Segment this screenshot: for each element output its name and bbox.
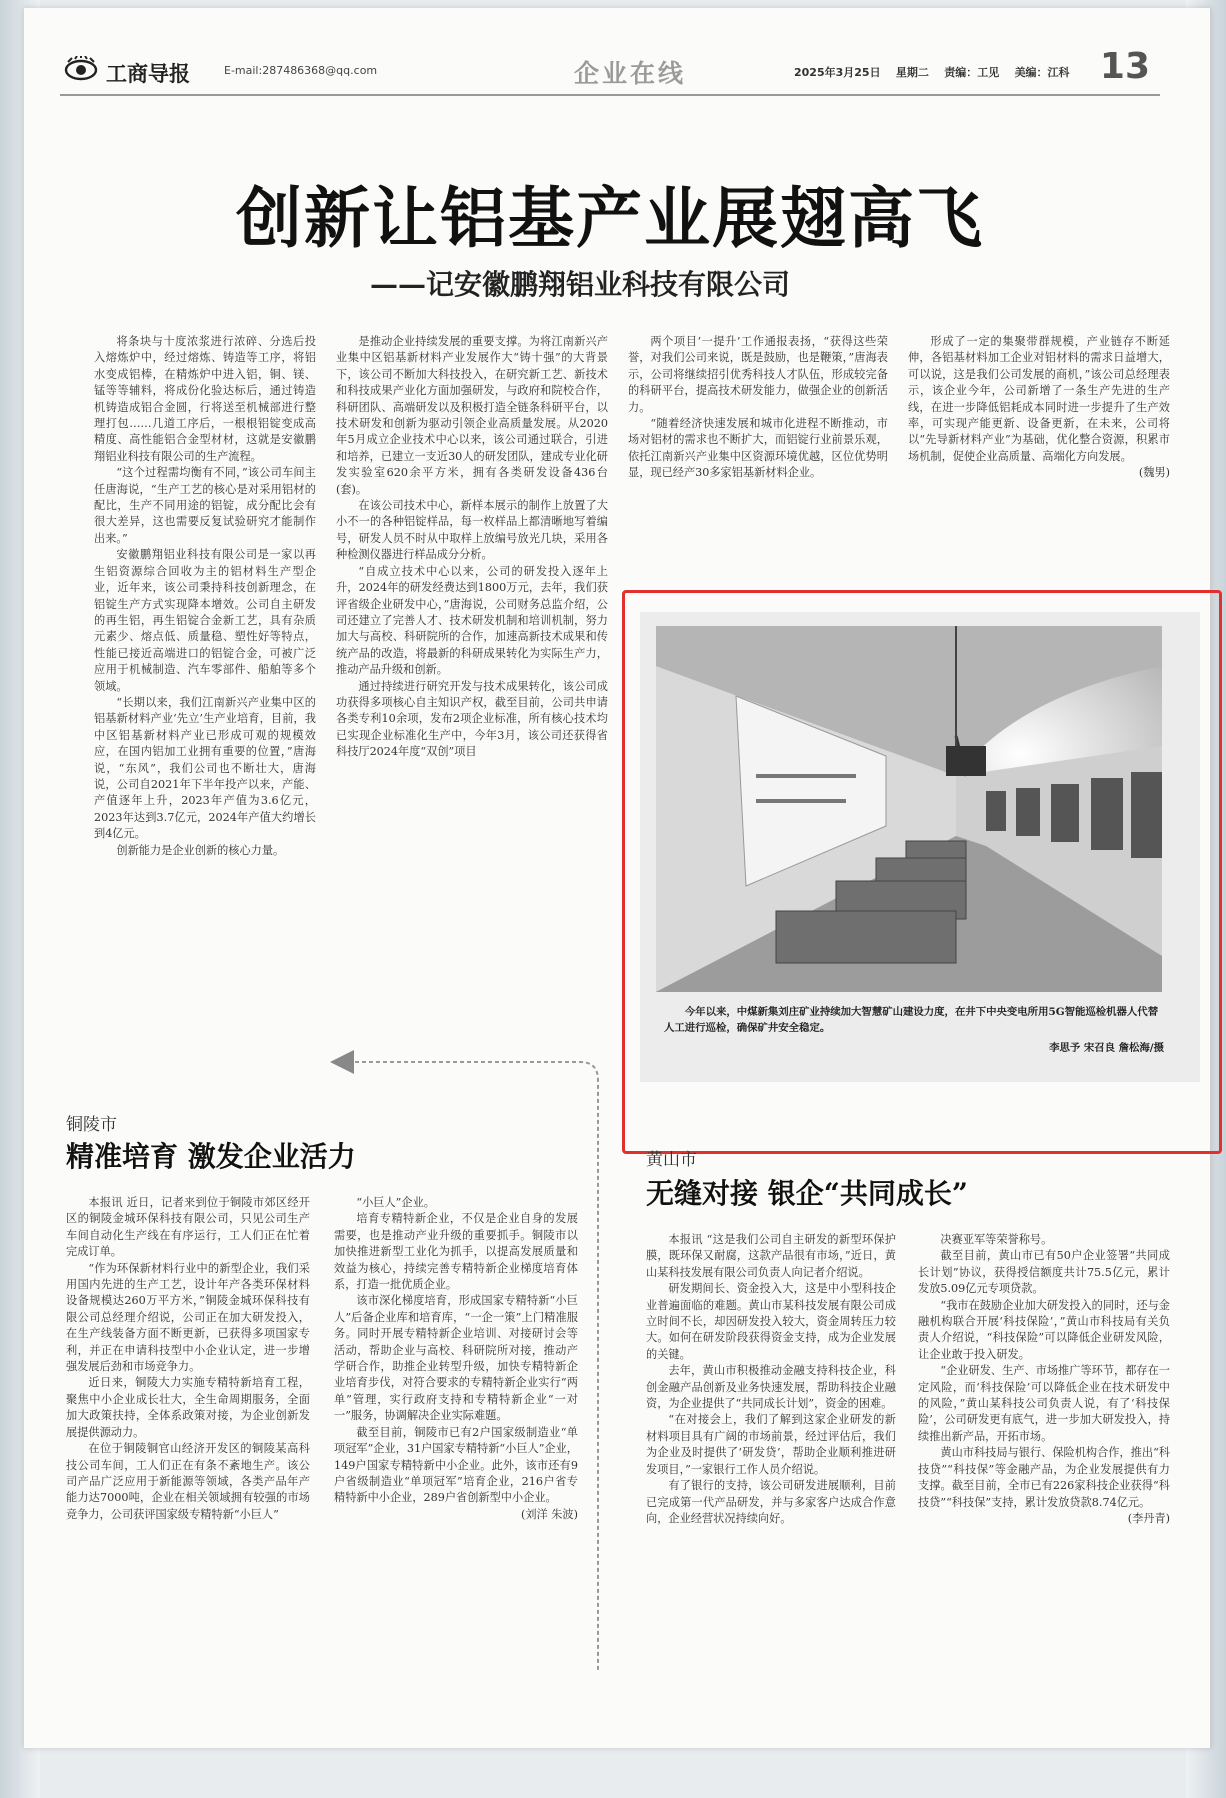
article1-column-4 — [908, 334, 1170, 558]
newspaper-name: 工商导报 — [106, 61, 190, 86]
issue-editor: 责编：工见 — [944, 66, 1000, 79]
paragraph: 创新能力是企业创新的核心力量。 — [116, 843, 285, 857]
news-photo — [656, 626, 1162, 992]
caption-text: 今年以来，中煤新集刘庄矿业持续加大智慧矿山建设力度，在井下中央变电所用5G智能巡检机器人代替人工进行巡检，确保矿井安全稳定。 — [664, 1006, 1159, 1034]
article3-title: 无缝对接 银企“共同成长” — [646, 1177, 968, 1210]
section-name: 企业在线 — [574, 59, 687, 88]
masthead-rule — [60, 94, 1160, 96]
paragraph: 两个项目‘一提升’工作通报表扬，“获得这些荣誉，对我们公司来说，既是鼓励，也是鞭策，”唐海表示，公司将继续招引优秀科技人才队伍，形成较完备的科研平台，提高技术研发能力，做强企业的创新活力。 — [628, 335, 888, 414]
paragraph: “这个过程需均衡有不同，”该公司车间主任唐海说，“生产工艺的核心是对采用铝材的配比，生产不同用途的铝锭，成分配比会有很大差异，这也需要反复试验研究才能制作出来。” — [94, 466, 316, 545]
paragraph: 通过持续进行研究开发与技术成果转化，该公司成功获得多项核心自主知识产权，截至目前，公司共申请各类专利10余项，发布2项企业标准，所有核心技术均已实现企业标准化生产中，今年3月，该公司还获得省科技厅2024年度“双创”项目 — [336, 679, 608, 759]
author-signature: (刘洋 朱波) — [520, 1507, 578, 1521]
paragraph: 本报讯 近日，记者来到位于铜陵市郊区经开区的铜陵金城环保科技有限公司，只见公司生产车间自动化生产线在有序运行，工人们正在忙着完成订单。 — [66, 1196, 310, 1259]
eye-logo-icon — [64, 56, 98, 82]
article2-title: 精准培育 激发企业活力 — [66, 1140, 356, 1173]
paragraph: 研发期间长、资金投入大，这是中小型科技企业普遍面临的难题。黄山市某科技发展有限公司成立时间不长，却因研发投入较大，资金周转压力较大。如何在研发阶段获得资金支持，成为企业发展的关键。 — [646, 1282, 896, 1361]
paragraph: “自成立技术中心以来，公司的研发投入逐年上升，2024年的研发经费达到1800万元，去年，我们获评省级企业研发中心，”唐海说，公司财务总监介绍，公司还建立了完善人才、技术研发机制和培训机制，努力加大与高校、科研院所的合作，加速高新技术成果和传统产品的改造，将最新的科研成果转化为实际生产力，推动产品升级和创新。 — [336, 564, 608, 677]
region-tongling: 铜陵市 — [66, 1115, 117, 1135]
issue-date: 2025年3月25日 — [794, 66, 881, 79]
article1-column-1 — [94, 334, 316, 994]
issue-meta — [794, 64, 1070, 80]
article3-column-1 — [646, 1232, 896, 1684]
article3-column-2 — [918, 1232, 1170, 1684]
paragraph: 有了银行的支持，该公司研发进展顺利，目前已完成第一代产品研发，并与多家客户达成合作意向，企业经营状况持续向好。 — [646, 1479, 896, 1525]
article2-column-1 — [66, 1195, 310, 1685]
paragraph: 形成了一定的集聚带群规模，产业链存不断延伸，各铝基材料加工企业对铝材料的需求日益增大，可以说，这是我们公司发展的商机，”该公司总经理表示，该企业今年，公司新增了一条生产先进的生产线，在进一步降低铝耗成本同时进一步提升了生产效率，可实现产能更新、设备更新，在未来，公司将以“先导新材料产业”为基础，优化整合资源，积累市场机制，促使企业高质量、高端化方向发展。 — [908, 335, 1170, 463]
paragraph: “企业研发、生产、市场推广等环节，都存在一定风险，而‘科技保险’可以降低企业在技术研发中的风险，”黄山某科技公司负责人说，有了‘科技保险’，公司研发更有底气，进一步加大研发投入，持续推出新产品，开拓市场。 — [918, 1364, 1170, 1443]
main-headline: 创新让铝基产业展翅高飞 — [236, 179, 984, 257]
paragraph: 截至目前，铜陵市已有2户国家级制造业“单项冠军”企业，31户国家专精特新“小巨人”企业，149户国家专精特新中小企业。此外，该市还有9户省级制造业“单项冠军”培育企业，216户省专精特新中小企业，289户省创新型中小企业。 — [334, 1425, 578, 1505]
issue-weekday: 星期二 — [895, 66, 929, 79]
paragraph: 去年，黄山市积极推动金融支持科技企业，科创金融产品创新及业务快速发展，帮助科技企业融资，为企业提供了“共同成长计划”，资金的困难。 — [646, 1364, 896, 1411]
newspaper-email: E-mail:287486368@qq.com — [224, 64, 378, 77]
paragraph: 在该公司技术中心，新样本展示的制作上放置了大小不一的各种铝锭样品，每一枚样品上都清晰地写着编号，研发人员不时从中取样上放编号放光几块，采用各种检测仪器进行样品成分分析。 — [336, 499, 608, 562]
photo-credit: 李思予 宋召良 詹松海/摄 — [1049, 1042, 1164, 1054]
paragraph: “在对接会上，我们了解到这家企业研发的新材料项目具有广阔的市场前景，经过评估后，我们为企业及时提供了‘研发贷’，帮助企业顺利推进研发项目，”一家银行工作人员介绍说。 — [646, 1413, 896, 1476]
paragraph: 本报讯 “这是我们公司自主研发的新型环保护膜，既环保又耐腐，这款产品很有市场，”近日，黄山某科技发展有限公司负责人向记者介绍说。 — [646, 1233, 896, 1279]
paragraph: 培育专精特新企业，不仅是企业自身的发展需要，也是推动产业升级的重要抓手。铜陵市以加快推进新型工业化为抓手，以提高发展质量和效益为核心，持续完善专精特新企业梯度培育体系，打造一批优质企业。 — [334, 1212, 578, 1292]
paragraph: “作为环保新材料行业中的新型企业，我们采用国内先进的生产工艺，设计年产各类环保材料设备规模达260万平方米，”铜陵金城环保科技有限公司总经理介绍说，公司正在加大研发投入，在生产线装备方面不断更新，已获得多项国家专利，并正在申请科技型中小企业认定，进一步增强发展后劲和市场竞争力。 — [66, 1261, 310, 1374]
paragraph: 在位于铜陵铜官山经济开发区的铜陵某高科技公司车间，工人们正在有条不紊地生产。该公司产品广泛应用于新能源等领域，各类产品年产能力达7000吨，企业在相关领域拥有较强的市场竞争力，公司获评国家级专精特新“小巨人” — [66, 1442, 310, 1521]
photo-caption — [664, 1004, 1164, 1056]
masthead — [44, 46, 1160, 90]
article2-column-2 — [334, 1195, 578, 1685]
issue-designer: 美编：江科 — [1014, 66, 1070, 79]
paragraph: 黄山市科技局与银行、保险机构合作，推出“科技贷”“科技保”等金融产品，为企业发展提供有力支撑。截至目前，全市已有226家科技企业获得“科技贷”“科技保”支持，累计发放贷款8.74亿元。 — [918, 1446, 1170, 1509]
paragraph: 安徽鹏翔铝业科技有限公司是一家以再生铝资源综合回收为主的铝材料生产型企业，近年来，该公司秉持科技创新理念，在铝锭生产方式实现降本增效。公司自主研发的再生铝，再生铝锭合金新工艺，具有杂质元素少、熔点低、质量稳、塑性好等特点，性能已接近高端进口的铝锭合金，可被广泛应用于机械制造、汽车零部件、船舶等多个领域。 — [94, 548, 316, 693]
paragraph: 近日来，铜陵大力实施专精特新培育工程，聚焦中小企业成长壮大，全生命周期服务，全面加大政策扶持，全体系政策对接，为企业创新发展提供源动力。 — [66, 1376, 310, 1439]
page-number: 13 — [1099, 46, 1150, 87]
article1-column-3 — [628, 334, 888, 558]
region-huangshan: 黄山市 — [646, 1150, 697, 1170]
paragraph: 截至目前，黄山市已有50户企业签署“共同成长计划”协议，获得授信额度共计75.5亿元，累计发放5.09亿元专项贷款。 — [918, 1249, 1170, 1296]
author-signature: (李丹青) — [1127, 1511, 1170, 1525]
paragraph: “我市在鼓励企业加大研发投入的同时，还与金融机构联合开展‘科技保险’，”黄山市科技局有关负责人介绍说，“科技保险”可以降低企业研发风险，让企业敢于投入研发。 — [918, 1298, 1170, 1361]
paragraph: “随着经济快速发展和城市化进程不断推动，市场对铝材的需求也不断扩大，而铝锭行业前景乐观，依托江南新兴产业集中区资源环境优越，区位优势明显，现已经产30多家铝基新材料企业。 — [628, 417, 888, 480]
main-subheadline: ——记安徽鹏翔铝业科技有限公司 — [370, 268, 791, 301]
article1-column-2 — [336, 334, 608, 994]
paragraph: 该市深化梯度培育，形成国家专精特新“小巨人”后备企业库和培育库，“一企一策”上门精准服务。同时开展专精特新企业培训、对接研讨会等活动，帮助企业与高校、科研院所对接，推动产学研合作，助推企业转型升级，加快专精特新企业培育步伐，对符合要求的专精特新企业实行“两单”管理，实行政府支持和专精特新企业“一对一”服务，协调解决企业实际难题。 — [334, 1294, 578, 1423]
paragraph: 是推动企业持续发展的重要支撑。为将江南新兴产业集中区铝基新材料产业发展作大“铸十强”的大背景下，该公司不断加大科技投入，在研究新工艺、新技术和科技成果产业化方面加强研发，与政府和院校合作，科研团队、高端研发以及积极打造全链条科研平台，以技术研发和创新为驱动引领企业高质量发展。从2020年5月成立企业技术中心以来，该公司通过联合，引进和培养，已建立一支近30人的研发团队，建成专业化研发实验室620余平方米，拥有各类研发设备436台(套)。 — [336, 335, 608, 496]
paragraph: “小巨人”企业。 — [356, 1196, 435, 1209]
paragraph: 决赛亚军等荣誉称号。 — [940, 1233, 1053, 1246]
author-signature: (魏男) — [1138, 466, 1170, 480]
paragraph: “长期以来，我们江南新兴产业集中区的铝基新材料产业‘先立’生产业培育，目前，我中区铝基新材料产业已形成可观的规模效应，在国内铝加工业拥有重要的位置，”唐海说，“东风”，我们公司也不断壮大，唐海说，公司自2021年下半年投产以来，产能、产值逐年上升，2023年产值为3.6亿元，2023年达到3.7亿元，2024年产值大约增长到4亿元。 — [94, 695, 316, 841]
paragraph: 将条块与十度浓浆进行浓碎、分选后投入熔炼炉中，经过熔炼、铸造等工序，将铝水变成铝棒，在精炼炉中进入铝，铜、镁、锰等等辅料，将成份化验达标后，通过铸造机铸造成铝合金圆，行将送至机械部进行整理打包……几道工序后，一根根铝锭变成高精度、高性能铝合金型材材，这就是安徽鹏翔铝业科技有限公司的生产流程。 — [94, 335, 316, 463]
